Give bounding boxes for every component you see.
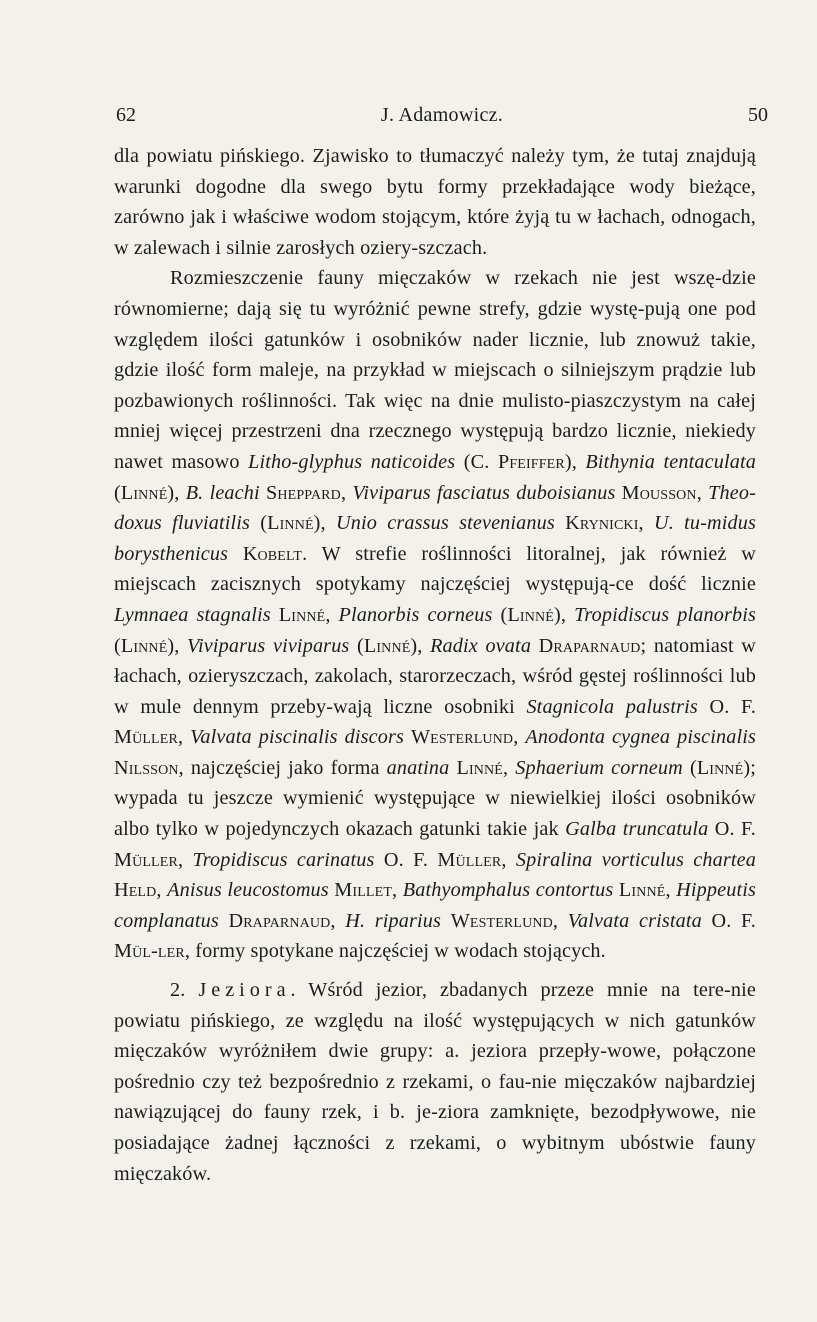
author-citation: Held — [114, 879, 157, 902]
paragraph — [114, 263, 756, 967]
text-run: , formy spotykane najczęściej w wodach stojących. — [184, 940, 606, 963]
running-header — [116, 101, 768, 129]
text-run: ), — [410, 634, 431, 657]
species-name: Stagnicola palustris — [526, 695, 698, 718]
species-name: Sphaerium corneum — [515, 756, 683, 779]
text-run: (C. — [455, 450, 498, 473]
text-run: . W strefie roślinności litoralnej, jak również w miejscach zacisznych spotykamy najczęściej występują-ce dość licznie — [114, 542, 756, 596]
author-citation: Krynicki — [565, 512, 639, 535]
text-run: 2. — [170, 979, 199, 1002]
text-run: Rozmieszczenie fauny mięczaków w rzekach nie jest wszę-dzie równomierne; dają się tu wyróżnić pewne strefy, gdzie wystę-pują one pod względem ilości gatunków i osobników nader licznie, lub znowuż takie, gdzie ilość form maleje, na przykład w miejscach o silniejszym prądzie lub pozbawionych roślinności. Tak więc na dnie mulisto-piaszczystym na całej mniej więcej przestrzeni dna rzecznego występują bardzo licznie, niekiedy nawet masowo — [114, 267, 756, 473]
author-citation: Westerlund — [410, 726, 514, 749]
species-name: Anisus leucostomus — [167, 879, 329, 902]
text-run: ( — [114, 481, 121, 504]
text-run: , — [503, 756, 516, 779]
author-citation: Linné — [618, 879, 666, 902]
text-run: ), — [167, 481, 186, 504]
text-run: , — [340, 481, 353, 504]
species-name: Unio crassus stevenianus — [336, 512, 555, 535]
author-citation: Pfeiffer — [497, 450, 565, 473]
author-citation: Müller — [114, 848, 178, 871]
author-citation: Mül-ler — [114, 940, 185, 963]
species-name: B. leachi — [185, 481, 260, 504]
page-number-right: 50 — [748, 104, 768, 126]
author-citation: Linné — [507, 603, 554, 626]
text-run: . Wśród jezior, zbadanych przeze mnie na tere-nie powiatu pińskiego, ze względu na ilość występujących w nich gatunków mięczaków wyróżniłem dwie grupy: a. jeziora przepły-wowe, połączone pośrednio czy też bezpośrednio z rzekami, o fau-nie mięczaków najbardziej nawiązującej do fauny rzek, i b. je-ziora zamknięte, bezodpływowe, nie posiadające żadnej łączności z rzekami, o wybitnym ubóstwie fauny mięczaków. — [114, 979, 757, 1185]
author-citation: Draparnaud — [228, 909, 331, 932]
body-text — [114, 141, 756, 1189]
text-run: O. F. — [374, 848, 438, 871]
author-citation: Draparnaud — [538, 634, 641, 657]
species-name: Tropidiscus carinatus — [192, 848, 375, 871]
text-run: ), — [564, 450, 586, 473]
text-run: ( — [492, 603, 508, 626]
species-name: Viviparus fasciatus duboisianus — [352, 481, 616, 504]
author-citation: Nilsson — [114, 756, 179, 779]
author-citation: Millet — [334, 879, 393, 902]
author-citation: Linné — [696, 756, 744, 779]
text-run — [271, 604, 279, 626]
author-citation: Linné — [120, 634, 168, 657]
text-run: , — [501, 848, 516, 871]
author-citation: Mousson — [621, 481, 697, 504]
author-citation: Westerlund — [450, 909, 553, 932]
species-name: Bathyomphalus contortus — [402, 879, 614, 902]
text-run: ), — [553, 603, 575, 626]
species-name: Valvata cristata — [567, 909, 702, 932]
text-run — [404, 726, 411, 748]
text-run: , — [177, 848, 193, 871]
author-citation: Müller — [114, 726, 178, 749]
text-run: ; natomiast w łachach, ozieryszczach, zakolach, starorzeczach, wśród gęstej roślinności lub w mule dennym przeby-wają liczne osobniki — [114, 634, 756, 718]
text-run — [555, 512, 565, 534]
text-run: ( — [250, 512, 268, 535]
author-citation: Müller — [437, 848, 502, 871]
species-name: Spiralina vorticulus chartea — [515, 848, 756, 871]
species-name: Planorbis corneus — [338, 603, 493, 626]
author-citation: Linné — [120, 481, 168, 504]
species-name: Bithynia tentaculata — [585, 450, 756, 473]
species-name: H. riparius — [345, 909, 442, 932]
author-citation: Linné — [363, 634, 411, 657]
page-number-left: 62 — [116, 104, 136, 126]
author-citation: Sheppard — [266, 481, 341, 504]
species-name: Litho-glyphus naticoides — [248, 450, 456, 473]
text-run: , najczęściej jako forma — [178, 756, 387, 779]
text-run: ( — [114, 634, 121, 657]
text-run: , — [177, 726, 191, 749]
text-run — [228, 543, 243, 565]
text-run: , — [638, 512, 654, 535]
text-run: , — [325, 603, 339, 626]
text-run: , — [392, 879, 403, 902]
species-name: Anodonta cygnea piscinalis — [525, 726, 756, 749]
species-name: Radix ovata — [430, 634, 532, 657]
text-run: ( — [349, 634, 364, 657]
species-name: Hippeutis complanatus — [114, 879, 756, 932]
text-run: ), — [313, 512, 336, 535]
paragraph — [114, 141, 756, 263]
text-run: , — [552, 909, 568, 932]
section-heading: Jeziora — [198, 979, 291, 1002]
species-name: Valvata piscinalis discors — [190, 726, 404, 749]
text-run: , — [156, 879, 168, 902]
text-run: ), — [167, 634, 188, 657]
text-run: ); wypada tu jeszcze wymienić występujące w niewielkiej ilości osobników albo tylko w pojedynczych okazach gatunki takie jak — [114, 756, 756, 841]
author-name: J. Adamowicz. — [380, 104, 504, 126]
paragraph — [114, 975, 756, 1189]
author-citation: Linné — [456, 756, 503, 779]
text-run: , — [513, 726, 526, 749]
text-run: , — [696, 481, 709, 504]
text-run: dla powiatu pińskiego. Zjawisko to tłumaczyć należy tym, że tutaj znajdują warunki dogodne dla swego bytu formy przekładające wody bieżące, zarówno jak i właściwe wodom stojącym, które żyją tu w łachach, odnogach, w zalewach i silnie zarosłych oziery-szczach. — [114, 145, 756, 259]
species-name: anatina — [386, 756, 450, 779]
text-run: ( — [682, 756, 697, 779]
species-name: U. tu-midus borysthenicus — [114, 512, 756, 565]
text-run: O. F. — [708, 818, 756, 841]
text-run: , — [330, 909, 346, 932]
text-run: , — [665, 879, 677, 902]
species-name: Galba truncatula — [565, 818, 709, 841]
text-run — [531, 635, 539, 657]
text-run — [441, 910, 451, 932]
author-citation: Linné — [267, 512, 314, 535]
author-citation: Kobelt — [242, 542, 303, 565]
species-name: Theo-doxus fluviatilis — [114, 481, 756, 535]
text-run: O. F. — [701, 909, 756, 932]
species-name: Tropidiscus planorbis — [574, 603, 756, 626]
species-name: Lymnaea stagnalis — [114, 603, 271, 626]
author-citation: Linné — [278, 603, 326, 626]
text-run: O. F. — [697, 695, 756, 718]
species-name: Viviparus viviparus — [187, 634, 350, 657]
